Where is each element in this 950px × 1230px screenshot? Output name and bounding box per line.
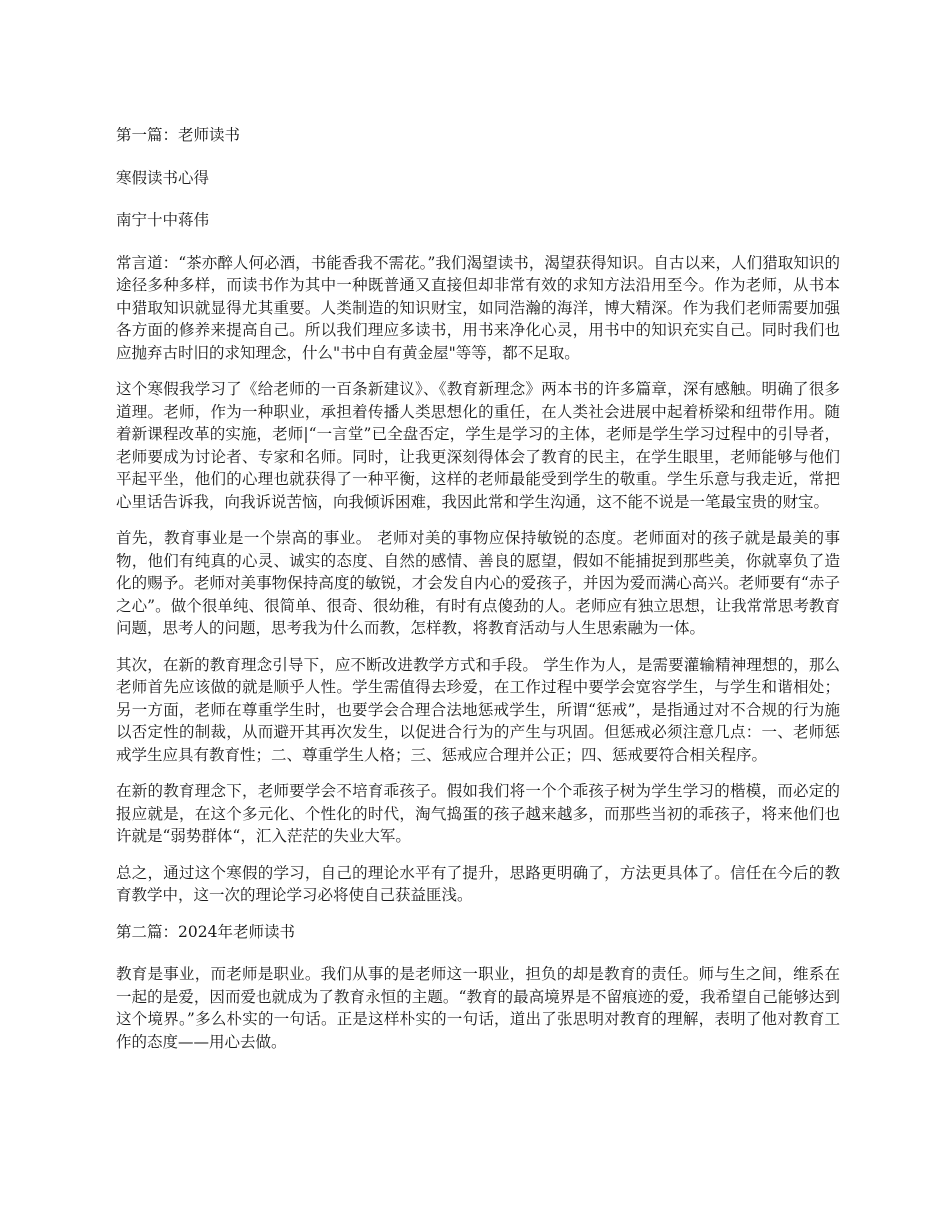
paragraph: 这个寒假我学习了《给老师的一百条新建议》、《教育新理念》两本书的许多篇章，深有感触。明确了很多道理。老师，作为一种职业，承担着传播人类思想化的重任，在人类社会进展中起着桥梁和纽带作用。随着新课程改革的实施，老师|“一言堂”已全盘否定，学生是学习的主体，老师是学生学习过程中的引导者，老师要成为讨论者、专家和名师。同时，让我更深刻得体会了教育的民主，在学生眼里，老师能够与他们平起平坐，他们的心理也就获得了一种平衡，这样的老师最能受到学生的敬重。学生乐意与我走近，常把心里话告诉我，向我诉说苦恼，向我倾诉困难，我因此常和学生沟通，这不能不说是一笔最宝贵的财宝。 [116, 380, 840, 511]
paragraph: 在新的教育理念下，老师要学会不培育乖孩子。假如我们将一个个乖孩子树为学生学习的楷模，而必定的报应就是，在这个多元化、个性化的时代，淘气捣蛋的孩子越来越多，而那些当初的乖孩子，将来他们也许就是“弱势群体“，汇入茫茫的失业大军。 [116, 782, 840, 845]
paragraph: 教育是事业，而老师是职业。我们从事的是老师这一职业，担负的却是教育的责任。师与生之间，维系在一起的是爱，因而爱也就成为了教育永恒的主题。“教育的最高境界是不留痕迹的爱，我希望自己能够达到这个境界。”多么朴实的一句话。正是这样朴实的一句话，道出了张思明对教育的理解，表明了他对教育工作的态度——用心去做。 [116, 965, 840, 1051]
paragraph: 总之，通过这个寒假的学习，自己的理论水平有了提升，思路更明确了，方法更具体了。信任在今后的教育教学中，这一次的理论学习必将使自己获益匪浅。 [116, 863, 840, 904]
paragraph: 首先，教育事业是一个崇高的事业。 老师对美的事物应保持敏锐的态度。老师面对的孩子就是最美的事物，他们有纯真的心灵、诚实的态度、自然的感情、善良的愿望，假如不能捕捉到那些美，你就辜负了造化的赐予。老师对美事物保持高度的敏锐，才会发自内心的爱孩子，并因为爱而满心高兴。老师要有“赤子之心”。做个很单纯、很简单、很奇、很幼稚，有时有点傻劲的人。老师应有独立思想，让我常常思考教育问题，思考人的问题，思考我为什么而教，怎样教，将教育活动与人生思索融为一体。 [116, 529, 840, 637]
author-line: 南宁十中蒋伟 [116, 211, 210, 229]
document-page [116, 124, 840, 1067]
section-title-2: 第二篇：2024年老师读书 [116, 922, 295, 941]
paragraph: 其次，在新的教育理念引导下，应不断改进教学方式和手段。 学生作为人，是需要灌输精神理想的，那么老师首先应该做的就是顺乎人性。学生需值得去珍爱，在工作过程中要学会宽容学生，与学生和谐相处；另一方面，老师在尊重学生时，也要学会合理合法地惩戒学生，所谓“惩戒”，是指通过对不合规的行为施以否定性的制裁，从而避开其再次发生，以促进合行为的产生与巩固。但惩戒必须注意几点：一、老师惩戒学生应具有教育性；二、尊重学生人格；三、惩戒应合理并公正；四、惩戒要符合相关程序。 [116, 655, 840, 764]
paragraph: 常言道：“茶亦醉人何必酒，书能香我不需花。”我们渴望读书，渴望获得知识。自古以来，人们猎取知识的途径多种多样，而读书作为其中一种既普通又直接但却非常有效的求知方法沿用至今。作为老师，从书本中猎取知识就显得尤其重要。人类制造的知识财宝，如同浩瀚的海洋，博大精深。作为我们老师需要加强各方面的修养来提高自己。所以我们理应多读书，用书来净化心灵，用书中的知识充实自己。同时我们也应抛弃古时旧的求知理念，什么"书中自有黄金屋"等等，都不足取。 [116, 253, 840, 362]
article-title: 寒假读书心得 [116, 168, 210, 187]
section-title-1: 第一篇：老师读书 [116, 126, 241, 144]
